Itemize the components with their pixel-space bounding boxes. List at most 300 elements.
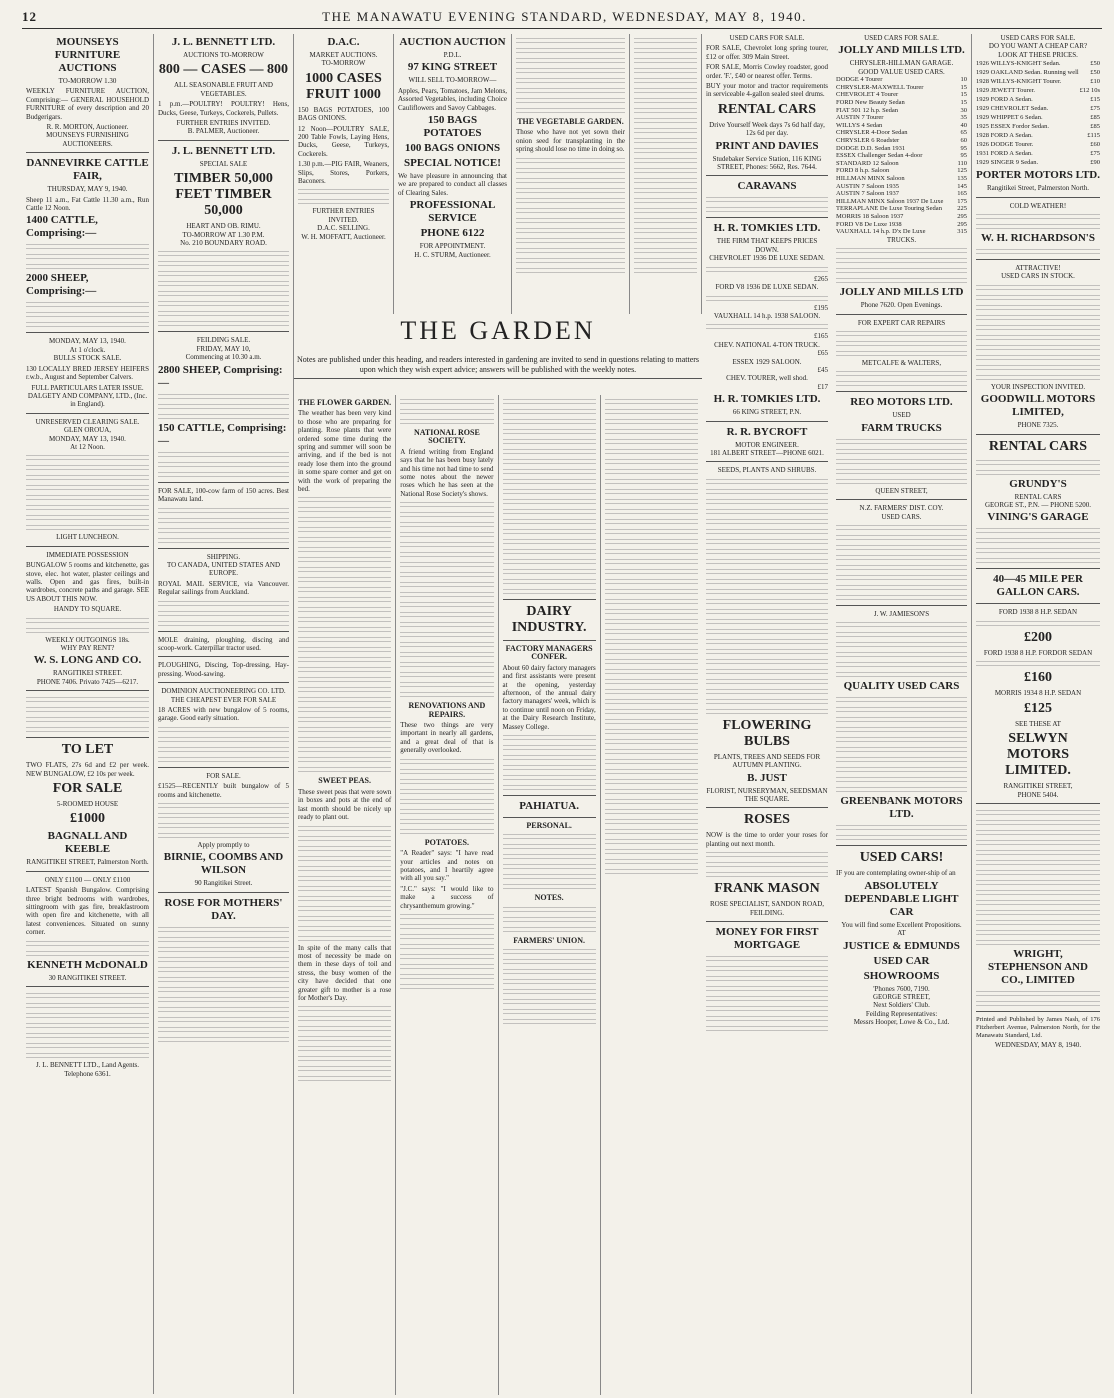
car-row <box>836 160 967 168</box>
cheap-car-name: 1929 FORD A Sedan. <box>976 96 1033 104</box>
george-street: GEORGE STREET, <box>872 992 931 1001</box>
car-name: CHRYSLER 4-Door Sedan <box>836 129 908 137</box>
rental-rates: Drive Yourself Week days 7s 6d half day, 12s 6d per day. <box>709 120 825 138</box>
cheap-car-price: £90 <box>1090 159 1100 167</box>
cheap-car-name: 1926 WILLYS-KNIGHT Sedan. <box>976 60 1061 68</box>
pdl: P.D.L. <box>443 51 462 59</box>
porter-address: Rangitikei Street, Palmerston North. <box>986 184 1090 193</box>
bycroft: R. R. BYCROFT <box>726 425 808 438</box>
vegetable-garden-heading: THE VEGETABLE GARDEN. <box>517 117 624 126</box>
rule <box>836 845 967 846</box>
tomkies-address: 66 KING STREET, P.N. <box>732 408 802 417</box>
seeds-heading: SEEDS, PLANTS AND SHRUBS. <box>717 466 817 475</box>
rule <box>976 568 1100 569</box>
rule <box>976 197 1100 198</box>
immediate: IMMEDIATE POSSESSION <box>46 550 129 559</box>
cheapest: THE CHEAPEST EVER FOR SALE <box>170 695 277 704</box>
cheap-car-row <box>976 104 1100 113</box>
potatoes-heading: POTATOES. <box>424 837 469 847</box>
rule <box>976 803 1100 804</box>
dac-cases: 1000 CASES FRUIT 1000 <box>305 70 382 102</box>
grundys: GRUNDY'S <box>1009 477 1067 490</box>
mpg: 40—45 MILE PER GALLON CARS. <box>993 573 1083 599</box>
feilding-time: Commencing at 10.30 a.m. <box>185 353 262 362</box>
cheap-car-name: 1926 DODGE Tourer. <box>976 141 1034 149</box>
king-street: 97 KING STREET <box>407 61 498 74</box>
pdl-items: Apples, Pears, Tomatoes, Jam Melons, Assorted Vegetables, including Choice Cauliflowers and Savoy Cabbages. <box>398 86 507 112</box>
national-rose-heading: NATIONAL ROSE SOCIETY. <box>413 428 480 446</box>
cheap-car-name: 1928 FORD A Sedan. <box>976 132 1033 140</box>
car-name: FORD 8 h.p. Saloon <box>836 167 890 175</box>
justice-edmunds: JUSTICE & EDMUNDS <box>843 939 960 952</box>
eighteen-acres: 18 ACRES with new bungalow of 5 rooms, garage. Good early situation. <box>158 705 289 723</box>
roses-heading: ROSES <box>744 812 790 828</box>
car-price: 35 <box>960 114 967 122</box>
two-flats: TWO FLATS, 27s 6d and £2 per week. NEW BUNGALOW, £2 10s per week. <box>26 761 149 778</box>
car-row <box>836 183 967 191</box>
bennett-footer: J. L. BENNETT LTD., Land Agents. Telephone 6361. <box>35 1061 140 1078</box>
rule <box>836 605 967 606</box>
bulls-time: At 1 o'clock. <box>69 345 106 354</box>
absolutely: ABSOLUTELY DEPENDABLE LIGHT CAR <box>844 879 959 918</box>
rule <box>976 434 1100 435</box>
column-4 <box>394 34 512 314</box>
cheap-car-row <box>976 113 1100 122</box>
car-price: 30 <box>960 106 967 114</box>
dannevirke-times: Sheep 11 a.m., Fat Cattle 11.30 a.m., Run Cattle 12 Noon. <box>26 195 149 213</box>
rose-mothers-day: ROSE FOR MOTHERS' DAY. <box>164 896 283 922</box>
luncheon: LIGHT LUNCHEON. <box>56 533 119 542</box>
kenneth-address: 30 RANGITIKEI STREET. <box>48 973 127 982</box>
vauxhall: VAUXHALL 14 h.p. 1938 SALOON. <box>713 311 821 320</box>
farm-trucks: FARM TRUCKS <box>861 421 942 434</box>
cheap-car-row <box>976 122 1100 131</box>
car-name: ESSEX Challenger Sedan 4-door <box>836 152 923 160</box>
factory-heading: FACTORY MANAGERS CONFER. <box>505 644 593 662</box>
car-row <box>836 107 967 115</box>
price-265: £265 <box>814 274 828 283</box>
special-sale: SPECIAL SALE <box>199 159 248 168</box>
rule <box>836 391 967 392</box>
richardson: W. H. RICHARDSON'S <box>981 232 1095 245</box>
clearing-sale: UNRESERVED CLEARING SALE. <box>35 417 140 426</box>
car-row <box>836 190 967 198</box>
to-canada: TO CANADA, UNITED STATES AND EUROPE. <box>166 560 281 578</box>
tomkies-heading: H. R. TOMKIES LTD. <box>713 222 821 235</box>
renovations-text: These two things are very important in nearly all gardens, and a great deal of that is generally overlooked. <box>400 721 494 755</box>
dac-tomorrow: TO-MORROW <box>321 59 366 68</box>
only-price: ONLY £1100 — ONLY £1100 <box>44 875 131 884</box>
nz-farmers: N.Z. FARMERS' DIST. COY. <box>859 504 944 513</box>
poultry: 1 p.m.—POULTRY! POULTRY! Hens, Ducks, Geese, Turkeys, Cockerels, Pullets. <box>158 100 289 117</box>
price-17: £17 <box>817 382 828 391</box>
inspection: YOUR INSPECTION INVITED. <box>990 382 1086 391</box>
car-name: CHEVROLET 4 Tourer <box>836 91 899 99</box>
car-price: 15 <box>960 99 967 106</box>
car-name: AUSTIN 7 Tourer <box>836 114 884 122</box>
metcalfe: METCALFE & WALTERS, <box>861 358 942 367</box>
for-sale-2: FOR SALE. <box>206 771 241 780</box>
car-row <box>836 76 967 84</box>
mounseys-sig: R. R. MORTON, Auctioneer. <box>46 123 129 132</box>
timber: TIMBER 50,000 FEET TIMBER 50,000 <box>174 171 273 219</box>
will-sell: WILL SELL TO-MORROW— <box>408 76 497 85</box>
dac-bags: 150 BAGS POTATOES, 100 BAGS ONIONS. <box>298 105 389 123</box>
queen-street: QUEEN STREET, <box>875 486 928 495</box>
feilding-sheep: 2800 SHEEP, Comprising:— <box>158 363 283 389</box>
mole-draining: MOLE draining, ploughing, discing and scoop-work. Caterpillar tractor used. <box>158 635 289 652</box>
bulls-sale: BULLS STOCK SALE. <box>53 354 122 363</box>
bulls-date: MONDAY, MAY 13, 1940. <box>49 337 126 346</box>
car-name: STANDARD 12 Saloon <box>836 159 899 167</box>
rule <box>836 314 967 315</box>
cheap-car-row <box>976 77 1100 86</box>
cheap-car-name: 1931 FORD A Sedan. <box>976 150 1033 158</box>
car-name: MORRIS 18 Saloon 1937 <box>836 212 904 220</box>
print-davies: PRINT AND DAVIES <box>715 139 819 152</box>
car-name: AUSTIN 7 Saloon 1937 <box>836 190 900 198</box>
pdl-potatoes: 150 BAGS POTATOES <box>423 114 482 140</box>
garden-intro: Notes are published under this heading, and readers interested in gardening are invited to send in questions relating to matters upon which they wish expert advice; answers will be published with the weekly notes. <box>294 355 702 379</box>
goodwill-phone: PHONE 7325. <box>1017 421 1059 430</box>
cheap-car-price: £85 <box>1090 123 1100 131</box>
expert-repairs: FOR EXPERT CAR REPAIRS <box>857 318 946 327</box>
car-name: DODGE 4 Tourer <box>836 76 883 84</box>
car-price: 135 <box>957 174 967 182</box>
frank-mason-address: ROSE SPECIALIST, SANDON ROAD, FEILDING. <box>709 900 825 917</box>
dac-further: FURTHER ENTRIES INVITED. <box>312 207 375 224</box>
car-row <box>836 213 967 221</box>
bycroft-address: 181 ALBERT STREET—PHONE 6021. <box>710 448 824 457</box>
if-you: IF you are contemplating owner-ship of an <box>836 869 956 878</box>
car-price: 295 <box>957 220 967 228</box>
five-roomed: 5-ROOMED HOUSE <box>56 800 119 809</box>
jc-text: "J.C." says: "I would like to make a success of chrysanthemum growing." <box>400 884 494 910</box>
cheap-car-price: £50 <box>1090 69 1100 77</box>
cheap-car-row <box>976 68 1100 77</box>
farmers-union-heading: FARMERS' UNION. <box>513 935 586 945</box>
cheap-car-name: 1928 WILLYS-KNIGHT Tourer. <box>976 78 1062 86</box>
column-8 <box>832 34 972 1394</box>
car-row <box>836 167 967 175</box>
car-price: 145 <box>957 182 967 190</box>
jamieson: J. W. JAMIESON'S <box>873 609 930 618</box>
jolly-phone: Phone 7620. Open Evenings. <box>860 301 943 310</box>
ws-long-phone: PHONE 7406. Privato 7425—6217. <box>36 677 139 686</box>
rule <box>976 603 1100 604</box>
car-price: 95 <box>960 152 967 160</box>
ford-36: FORD V8 1936 DE LUXE SEDAN. <box>715 283 819 292</box>
for-sale: FOR SALE <box>52 781 123 797</box>
rental-cars: RENTAL CARS <box>717 101 817 117</box>
car-row <box>836 91 967 99</box>
car-price: 295 <box>957 212 967 220</box>
jolly-value: GOOD VALUE USED CARS. <box>858 67 945 76</box>
latest-text: LATEST Spanish Bungalow. Comprising three bright bedrooms with wardrobes, sittingroom with gas fire, breakfastroom with open fire and kitchenette, with all latest conveniences. Situated on sunny corner. <box>26 886 149 937</box>
phone-6122: PHONE 6122 <box>420 227 485 240</box>
dac-pigs: 1.30 p.m.—PIG FAIR, Weaners, Slips, Stores, Porkers, Baconers. <box>298 160 389 186</box>
caravans: CARAVANS <box>737 180 797 193</box>
pdl-auction: AUCTION AUCTION <box>399 36 506 48</box>
bagnall-address: RANGITIKEI STREET, Palmerston North. <box>26 858 149 867</box>
car-row <box>836 84 967 92</box>
sturm: H. C. STURM, Auctioneer. <box>414 250 491 259</box>
b-just-role: FLORIST, NURSERYMAN, SEEDSMAN <box>706 786 828 795</box>
reo-used: USED <box>892 411 911 420</box>
professional-service: PROFESSIONAL SERVICE <box>409 199 496 225</box>
price-125: £125 <box>1024 700 1052 716</box>
royal-mail: ROYAL MAIL SERVICE, via Vancouver. Regular sailings from Auckland. <box>158 579 289 597</box>
rule <box>836 499 967 500</box>
feilding-sale: FEILDING SALE. <box>196 336 251 345</box>
selwyn-street: RANGITIKEI STREET, <box>1003 782 1073 791</box>
trucks-heading: TRUCKS. <box>886 235 917 244</box>
price-195: £195 <box>814 303 828 312</box>
mounseys-time: TO-MORROW 1.30 <box>58 77 117 85</box>
ws-long: W. S. LONG AND CO. <box>33 654 142 667</box>
cheap-car-price: £75 <box>1090 105 1100 113</box>
price-45: £45 <box>817 365 828 374</box>
cheap-car-row <box>976 86 1100 95</box>
car-row <box>836 145 967 153</box>
car-price: 225 <box>957 205 967 213</box>
cheap-car: DO YOU WANT A CHEAP CAR? <box>988 42 1088 51</box>
garden-col-2 <box>396 395 498 1395</box>
quality-used: QUALITY USED CARS <box>843 680 960 693</box>
see-these: SEE THESE AT <box>1015 719 1061 728</box>
potatoes-text: "A Reader" says: "I have read your articles and notes on potatoes, and I heartily agree with all you say." <box>400 849 494 883</box>
grundys-address: GEORGE ST., P.N. — PHONE 5200. <box>984 501 1092 510</box>
car-row <box>836 114 967 122</box>
bennett-heading-2: J. L. BENNETT LTD. <box>171 144 276 157</box>
price-165: £165 <box>814 332 828 341</box>
car-price: 15 <box>960 83 967 91</box>
mounseys-heading: MOUNSEYS FURNITURE AUCTIONS <box>54 36 121 74</box>
masthead <box>22 6 1102 29</box>
cheap-car-row <box>976 140 1100 149</box>
cold-weather: COLD WEATHER! <box>1009 201 1067 210</box>
cheap-car-row <box>976 59 1100 68</box>
cheap-car-price: £10 <box>1090 78 1100 86</box>
ws-long-street: RANGITIKEI STREET. <box>52 669 123 678</box>
porter-motors: PORTER MOTORS LTD. <box>976 169 1101 182</box>
printed-by: Printed and Published by James Nash, of 176 Fitzherbert Avenue, Palmerston North, for the Manawatu Standard, Ltd. <box>976 1015 1100 1039</box>
sheep-heading: 2000 SHEEP, Comprising:— <box>26 272 97 298</box>
car-price: 15 <box>960 91 967 99</box>
car-name: CHRYSLER-MAXWELL Tourer <box>836 83 924 91</box>
morris-ad: FOR SALE, Morris Cowley roadster, good order. 'F.', £40 or nearest offer. Terms. <box>706 63 828 80</box>
garden-col-4 <box>601 395 702 1395</box>
cheap-car-name: 1929 JEWETT Tourer. <box>976 87 1036 95</box>
car-price: 110 <box>957 159 967 167</box>
jolly-footer: JOLLY AND MILLS LTD <box>839 286 964 299</box>
chev-truck: CHEV. NATIONAL 4-TON TRUCK. <box>714 340 820 349</box>
roses-text: NOW is the time to order your roses for planting out next month. <box>706 831 828 848</box>
column-7 <box>702 34 832 1394</box>
mounseys-text: WEEKLY FURNITURE AUCTION, Comprising:— GENERAL HOUSEHOLD FURNITURE of every description and 20 Budgerigars. <box>26 87 149 121</box>
cheap-car-price: £15 <box>1090 96 1100 104</box>
essex-29: ESSEX 1929 SALOON. <box>732 357 802 366</box>
car-name: FIAT 501 12 h.p. Sedan <box>836 106 898 114</box>
recently-built: £1525—RECENTLY built bungalow of 5 rooms and kitchenette. <box>158 782 289 799</box>
car-row <box>836 129 967 137</box>
cheap-car-row <box>976 149 1100 158</box>
jersey-particulars: FULL PARTICULARS LATER ISSUE. <box>31 383 144 392</box>
cheap-car-row <box>976 131 1100 140</box>
dairy-heading: DAIRY INDUSTRY. <box>511 604 587 635</box>
car-name: VAUXHALL 14 h.p. D'x De Luxe <box>836 228 926 236</box>
ford-8-fordor: FORD 1938 8 H.P. FORDOR SEDAN <box>983 648 1093 657</box>
handy: HANDY TO SQUARE. <box>53 605 122 614</box>
car-price: 65 <box>960 129 967 137</box>
phones: 'Phones 7600, 7190. <box>873 984 930 993</box>
car-row <box>836 221 967 229</box>
weekly: WEEKLY OUTGOINGS 18s. <box>45 635 130 644</box>
rental-cars-9: RENTAL CARS <box>988 438 1088 454</box>
cheap-car-row <box>976 158 1100 167</box>
chev-tourer: CHEV. TOURER, well shod. <box>726 374 808 383</box>
car-row <box>836 99 967 107</box>
at-word: AT <box>897 929 906 938</box>
page-number: 12 <box>22 9 37 24</box>
fruit-cases: 800 — CASES — 800 <box>158 62 289 78</box>
chev-tourer-ad: FOR SALE, Chevrolet long spring tourer, £12 or offer. 309 Main Street. <box>706 44 828 61</box>
used-car: USED CAR <box>873 954 930 967</box>
birnie-address: 90 Rangitikei Street. <box>194 879 253 888</box>
car-name: FORD V8 De Luxe 1938 <box>836 220 902 228</box>
flower-garden-text: The weather has been very kind to those who are preparing for planting. Rose plants that were ordered some time during the spring and summer will soon be arriving, and if the bed is not ready lose them into the ground in some spare corner and get on with the work of preparing the bed. <box>298 409 392 494</box>
moffatt: W. H. MOFFATT, Auctioneer. <box>301 232 386 241</box>
bungalow-text: BUNGALOW 5 rooms and kitchenette, gas stove, elec. hot water, plaster ceilings and walls. Open and gas fires, built-in wardrobes, concrete paths and garage. SEE US ABOUT THIS NOW. <box>26 561 149 603</box>
cheap-car-name: 1925 ESSEX Fordor Sedan. <box>976 123 1049 131</box>
money-mortgage: MONEY FOR FIRST MORTGAGE <box>715 926 819 952</box>
factory-text: About 60 dairy factory managers and first assistants were present at the opening, yesterday afternoon, of the annual dairy factory managers' week, which is to continue until noon on Friday, at the Dairy Research Institute, Massey College. <box>502 663 596 731</box>
dannevirke-date: THURSDAY, MAY 9, 1940. <box>47 185 128 194</box>
cheap-car-price: £75 <box>1090 150 1100 158</box>
footer-date: WEDNESDAY, MAY 8, 1940. <box>994 1041 1082 1050</box>
cheap-car-name: 1929 CHEVROLET Sedan. <box>976 105 1049 113</box>
column-6-top <box>630 34 702 314</box>
look-prices: LOOK AT THESE PRICES. <box>998 50 1078 59</box>
price-65: £65 <box>817 349 828 358</box>
used-cars-heading-8: USED CARS FOR SALE. <box>864 34 939 42</box>
b-just-address: THE SQUARE. <box>744 795 790 803</box>
b-just: B. JUST <box>747 771 787 784</box>
vegetable-garden-text: Those who have not yet sown their onion seed for transplanting in the spring should lose no time in doing so. <box>516 128 625 154</box>
showrooms: SHOWROOMS <box>863 969 940 982</box>
rose-text: In spite of the many calls that most of necessity be made on them in these days of toil and stress, the busy women of the city have decided that one greater gift to mother is a rose for Mother's Day. <box>298 943 392 1002</box>
mounseys-sig2: MOUNSEYS FURNISHING AUCTIONEERS. <box>46 131 129 148</box>
cheap-car-name: 1929 SINGER 9 Sedan. <box>976 159 1039 167</box>
car-name: HILLMAN MINX Saloon <box>836 174 905 182</box>
car-row <box>836 152 967 160</box>
pahiatua-heading: PAHIATUA. <box>519 800 580 813</box>
pdl-onions: 100 BAGS ONIONS <box>404 142 501 155</box>
cheap-car-row <box>976 95 1100 104</box>
glen-oroua: GLEN OROUA, <box>63 426 112 435</box>
jersey-text: 130 LOCALLY BRED JERSEY HEIFERS r.w.b., August and September Calvers. <box>26 364 149 382</box>
cheap-car-price: £50 <box>1090 60 1100 68</box>
cheap-car-price: £60 <box>1090 141 1100 149</box>
car-name: FORD New Beauty Sedan <box>836 99 905 106</box>
nz-farmers-used: USED CARS. <box>881 512 922 521</box>
bycroft-role: MOTOR ENGINEER. <box>735 440 799 449</box>
vinings: VINING'S GARAGE <box>987 511 1089 524</box>
garden-col-1 <box>294 395 396 1395</box>
car-row <box>836 137 967 145</box>
car-name: AUSTIN 7 Saloon 1935 <box>836 182 900 190</box>
cattle-heading: 1400 CATTLE, Comprising:— <box>26 214 98 240</box>
timber-address: No. 210 BOUNDARY ROAD. <box>180 239 267 248</box>
flower-garden-heading: THE FLOWER GARDEN. <box>298 398 392 407</box>
car-name: WILLYS 4 Sedan <box>836 121 883 129</box>
flowering-sub: PLANTS, TREES AND SEEDS FOR AUTUMN PLANTING. <box>713 752 821 770</box>
car-name: CHRYSLER 6 Roadster <box>836 136 900 144</box>
cheap-car-name: 1929 OAKLAND Sedan. Running well <box>976 69 1079 77</box>
to-let: TO LET <box>61 742 114 758</box>
attractive: ATTRACTIVE! <box>1015 264 1061 273</box>
buy-drums-ad: BUY your motor and tractor requirements in serviceable 4-gallon sealed steel drums. <box>706 82 828 99</box>
chev-36: CHEVROLET 1936 DE LUXE SEDAN. <box>709 254 825 263</box>
selwyn-phone: PHONE 5404. <box>1017 790 1059 799</box>
palmer: B. PALMER, Auctioneer. <box>187 127 260 136</box>
garden-columns <box>294 395 702 1395</box>
feilding-reps: Feilding Representatives: <box>865 1009 938 1018</box>
feilding-cattle: 150 CATTLE, Comprising:— <box>158 421 287 447</box>
sweet-peas-heading: SWEET PEAS. <box>318 776 371 786</box>
heart-rimu: HEART AND OB. RIMU. <box>186 222 261 231</box>
flowering-bulbs: FLOWERING BULBS <box>722 717 812 749</box>
dac-market: MARKET AUCTIONS. <box>309 51 378 59</box>
announce: We have pleasure in announcing that we are prepared to conduct all classes of Clearing Sales. <box>398 172 507 197</box>
dominion: DOMINION AUCTIONEERING CO. LTD. <box>161 687 286 696</box>
column-3 <box>294 34 394 314</box>
ploughing: PLOUGHING, Discing, Top-dressing, Hay-pressing. Wood-sawing. <box>158 661 289 678</box>
cheap-car-price: £115 <box>1087 132 1100 140</box>
further-entries: FURTHER ENTRIES INVITED. <box>176 119 271 128</box>
why-rent: WHY PAY RENT? <box>60 644 115 652</box>
frank-mason: FRANK MASON <box>714 881 820 897</box>
renovations-heading: RENOVATIONS AND REPAIRS. <box>408 701 486 719</box>
car-price: 10 <box>960 76 967 84</box>
rule <box>976 1011 1100 1012</box>
selwyn: SELWYN MOTORS LIMITED. <box>1005 731 1071 779</box>
tomkies-footer: H. R. TOMKIES LTD. <box>713 393 821 406</box>
clearing-date: MONDAY, MAY 13, 1940. <box>49 434 126 443</box>
notes-heading: NOTES. <box>534 893 564 903</box>
grundys-rental: RENTAL CARS <box>1014 492 1062 501</box>
masthead-title: THE MANAWATU EVENING STANDARD, WEDNESDAY, MAY 8, 1940. <box>322 9 807 24</box>
fruit-veg: ALL SEASONABLE FRUIT AND VEGETABLES. <box>174 81 273 98</box>
find-props: You will find some Excellent Propositions. <box>841 920 962 929</box>
cheap-car-price: £85 <box>1090 114 1100 122</box>
tomkies-slogan: THE FIRM THAT KEEPS PRICES DOWN. <box>716 237 818 254</box>
special-notice: SPECIAL NOTICE! <box>404 157 501 170</box>
garden-title: THE GARDEN <box>400 316 596 345</box>
rule <box>976 259 1100 260</box>
apply: Apply promptly to <box>197 841 250 849</box>
dalgety: DALGETY AND COMPANY, LTD., (Inc. in England). <box>27 391 148 409</box>
car-row <box>836 228 967 236</box>
hooper-lowe: Messrs Hooper, Lowe & Co., Ltd. <box>853 1018 950 1027</box>
shipping: SHIPPING. <box>206 552 241 561</box>
house-price: £1000 <box>70 811 105 827</box>
car-row <box>836 205 967 213</box>
cheap-car-name: 1929 WHIPPET 6 Sedan. <box>976 114 1043 122</box>
birnie: BIRNIE, COOMBS AND WILSON <box>163 851 284 877</box>
timber-time: TO-MORROW AT 1.30 P.M. <box>182 230 265 239</box>
jolly-mills: JOLLY AND MILLS LTD. <box>838 44 965 57</box>
